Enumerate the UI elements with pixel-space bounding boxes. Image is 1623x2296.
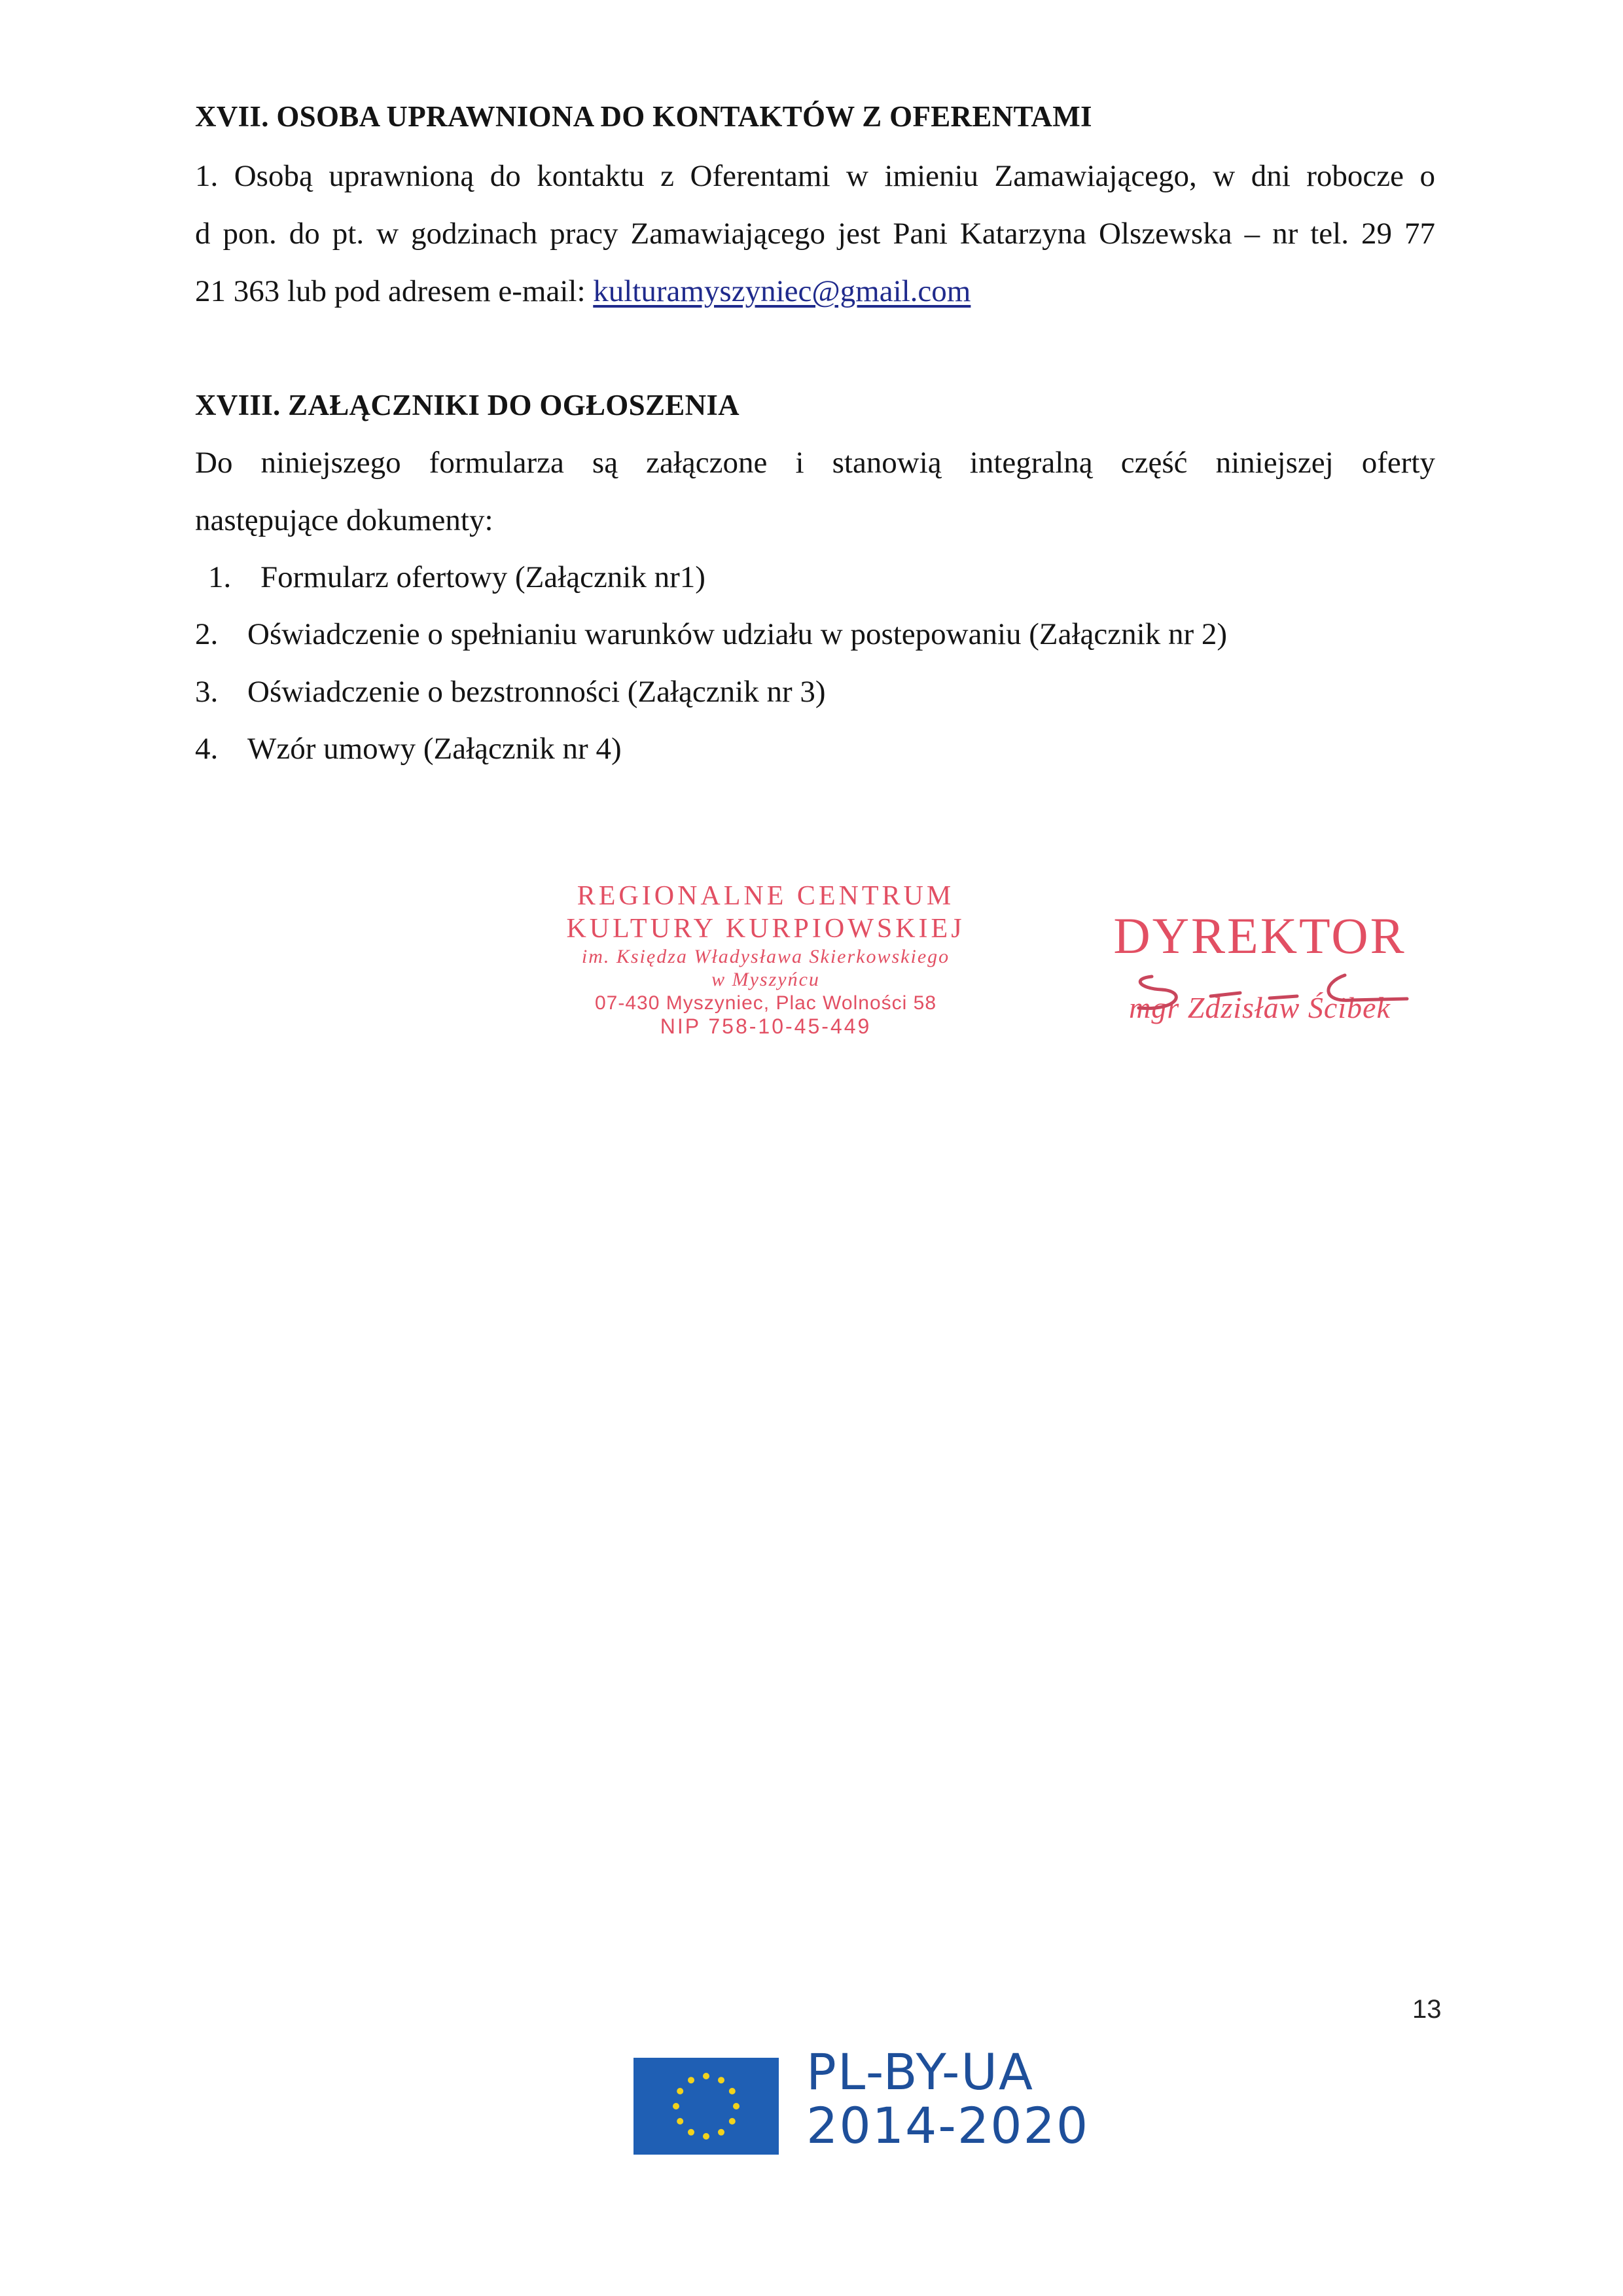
eu-star: [718, 2077, 724, 2083]
eu-star: [703, 2073, 709, 2079]
eu-star: [703, 2133, 709, 2140]
stamp-line: im. Księdza Władysława Skierkowskiego: [581, 946, 950, 968]
institution-stamp: [537, 880, 995, 1039]
program-logo: [806, 2045, 1089, 2153]
program-logo-name: PL-BY-UA: [806, 2043, 1034, 2101]
attachment-list-item: [208, 560, 705, 595]
section-17-line-2: d pon. do pt. w godzinach pracy Zamawiającego jest Pani Katarzyna Olszewska – nr tel. 29 77: [195, 217, 1435, 251]
director-name: mgr Zdzisław Ścibek: [1129, 991, 1391, 1024]
section-17-title: XVII. OSOBA UPRAWNIONA DO KONTAKTÓW Z OFERENTAMI: [195, 100, 1092, 133]
email-link[interactable]: kulturamyszyniec@gmail.com: [593, 274, 971, 308]
attachment-list-item: [195, 674, 826, 709]
eu-star: [673, 2103, 679, 2109]
eu-star: [718, 2129, 724, 2136]
attachment-list-item: [195, 731, 622, 766]
eu-star: [677, 2088, 683, 2094]
list-text: Oświadczenie o bezstronności (Załącznik nr 3): [247, 675, 826, 709]
eu-star: [729, 2088, 736, 2094]
eu-star: [733, 2103, 740, 2109]
list-number: 1.: [208, 560, 232, 594]
eu-flag-icon: [633, 2058, 779, 2155]
director-title: DYREKTOR: [1113, 907, 1406, 964]
list-text: Oświadczenie o spełnianiu warunków udziału w postepowaniu (Załącznik nr 2): [247, 617, 1228, 651]
section-17-line-3: [195, 274, 1435, 309]
handwritten-signature: [1126, 962, 1420, 1021]
eu-star: [688, 2129, 694, 2136]
stamp-line: 07-430 Myszyniec, Plac Wolności 58: [595, 992, 936, 1014]
list-text: Wzór umowy (Załącznik nr 4): [247, 732, 622, 766]
section-18-intro-2: następujące dokumenty:: [195, 503, 493, 537]
contact-text: 21 363 lub pod adresem e-mail:: [195, 274, 594, 308]
stamp-line: w Myszyńcu: [711, 969, 820, 991]
eu-star: [677, 2118, 683, 2125]
section-18-title: XVIII. ZAŁĄCZNIKI DO OGŁOSZENIA: [195, 389, 740, 422]
list-number: 3.: [195, 675, 219, 709]
eu-star: [729, 2118, 736, 2125]
stamp-line: KULTURY KURPIOWSKIEJ: [566, 913, 965, 944]
list-text: Formularz ofertowy (Załącznik nr1): [260, 560, 705, 594]
eu-stars-icon: [633, 2058, 779, 2155]
section-18-intro-1: Do niniejszego formularza są załączone i stanowią integralną część niniejszej oferty: [195, 446, 1435, 480]
program-logo-years: 2014-2020: [806, 2096, 1090, 2155]
page-number: 13: [1412, 1995, 1442, 2024]
eu-star: [688, 2077, 694, 2083]
attachment-list-item: [195, 617, 1227, 652]
stamp-line: NIP 758-10-45-449: [660, 1014, 872, 1039]
section-17-line-1: 1. Osobą uprawnioną do kontaktu z Oferentami w imieniu Zamawiającego, w dni robocze o: [195, 159, 1435, 193]
list-number: 2.: [195, 617, 219, 651]
stamp-line: REGIONALNE CENTRUM: [577, 881, 955, 911]
list-number: 4.: [195, 732, 219, 766]
